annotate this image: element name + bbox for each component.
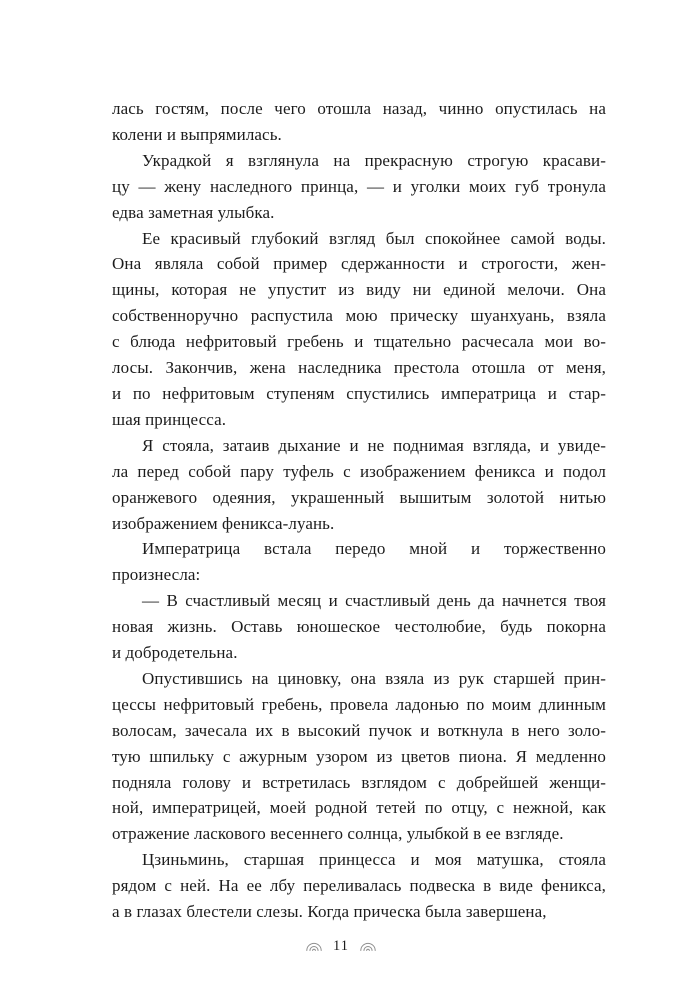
text-line: цессы нефритовый гребень, провела ладонью по моим длинным [112,694,606,714]
text-line: и добродетельна. [112,643,238,663]
text-line: лась гостям, после чего отошла назад, чинно опустилась на [112,99,606,118]
text-line: щины, которая не упустит из виду ни единой мелочи. Она [112,280,606,300]
text-line: собственноручно распустила мою прическу шуанхуань, взяла [112,306,606,326]
text-block [112,96,606,925]
text-line: изображением феникса-луань. [112,513,335,533]
text-line: ной, императрицей, моей родной тетей по отцу, с нежной, как [112,798,606,818]
text-line: тую шпильку с ажурным узором из цветов пиона. Я медленно [112,746,606,766]
text-line: Она являла собой пример сдержанности и строгости, жен- [112,254,606,274]
text-line: а в глазах блестели слезы. Когда прическа была завершена, [112,902,547,922]
text-line: с блюда нефритовый гребень и тщательно расчесала мои во- [112,332,606,352]
text-line: цу — жену наследного принца, — и уголки моих губ тронула [112,176,606,196]
text-line: Ее красивый глубокий взгляд был спокойнее самой воды. [142,228,606,248]
text-line: оранжевого одеяния, украшенный вышитым золотой нитью [112,487,606,507]
page-number: 11 [333,938,349,954]
scallop-ornament-right-icon [359,941,377,952]
text-line: шая принцесса. [112,409,227,429]
footer [0,938,682,955]
text-line: Опустившись на циновку, она взяла из рук старшей прин- [142,668,606,688]
text-line: лосы. Закончив, жена наследника престола отошла от меня, [112,358,606,378]
text-line: подняла голову и встретилась взглядом с добрейшей женщи- [112,772,606,792]
scallop-ornament-left-icon [305,941,323,952]
text-line: рядом с ней. На ее лбу переливалась подвеска в виде феникса, [112,876,606,896]
text-line: Цзиньминь, старшая принцесса и моя матушка, стояла [142,850,606,870]
text-line: колени и выпрямилась. [112,124,282,144]
text-line: отражение ласкового весеннего солнца, улыбкой в ее взгляде. [112,824,564,844]
text-line: новая жизнь. Оставь юношеское честолюбие, будь покорна [112,617,606,637]
text-line: произнесла: [112,565,201,585]
text-line: — В счастливый месяц и счастливый день да начнется твоя [142,591,606,611]
text-line: Я стояла, затаив дыхание и не поднимая взгляда, и увиде- [142,435,606,455]
text-line: и по нефритовым ступеням спустились императрица и стар- [112,383,606,403]
text-line: Украдкой я взглянула на прекрасную строгую красави- [142,150,606,170]
text-line: ла перед собой пару туфель с изображением феникса и подол [112,461,606,481]
text-line: едва заметная улыбка. [112,202,275,222]
text-line: волосам, зачесала их в высокий пучок и воткнула в него золо- [112,720,606,740]
text-line: Императрица встала передо мной и торжественно [142,539,606,559]
